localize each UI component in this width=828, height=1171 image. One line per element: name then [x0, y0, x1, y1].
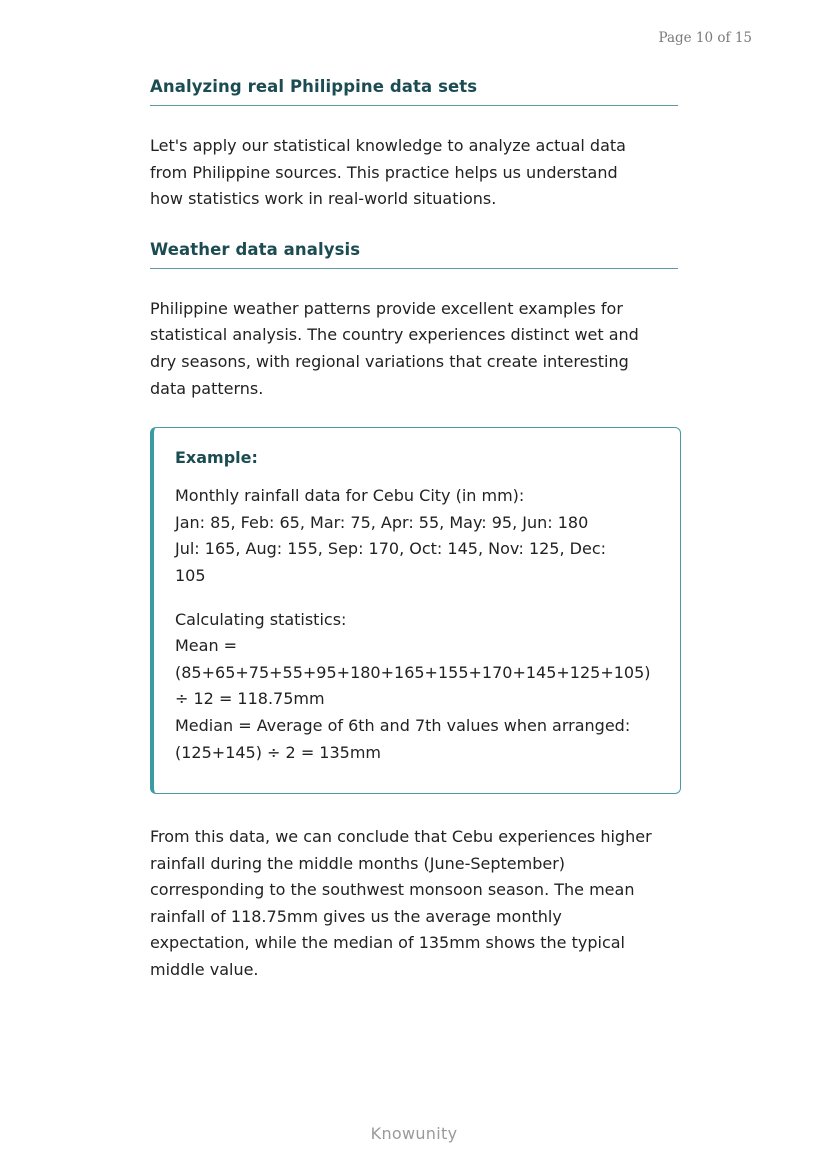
footer-brand: Knowunity	[370, 1124, 458, 1143]
example-box	[150, 427, 681, 794]
conclusion-line: corresponding to the southwest monsoon season. The mean	[150, 880, 635, 900]
intro-line: Let's apply our statistical knowledge to analyze actual data	[150, 136, 626, 155]
conclusion-line: rainfall during the middle months (June-September)	[150, 853, 566, 873]
rainfall-data-line: Monthly rainfall data for Cebu City (in mm):	[175, 486, 525, 506]
rainfall-data-line: Jul: 165, Aug: 155, Sep: 170, Oct: 145, Nov: 125, Dec:	[175, 539, 607, 559]
weather-paragraph	[150, 296, 678, 402]
weather-line: dry seasons, with regional variations that create interesting	[150, 351, 629, 371]
conclusion-paragraph	[150, 824, 678, 984]
calc-line: (85+65+75+55+95+180+165+155+170+145+125+105)	[175, 662, 651, 682]
section-heading-analyzing: Analyzing real Philippine data sets	[150, 77, 678, 106]
weather-line: statistical analysis. The country experiences distinct wet and	[150, 325, 639, 345]
statistics-calculation	[175, 607, 660, 767]
section-heading-weather: Weather data analysis	[150, 240, 678, 269]
conclusion-line: expectation, while the median of 135mm shows the typical	[150, 933, 625, 953]
intro-line: from Philippine sources. This practice helps us understand	[150, 162, 618, 182]
conclusion-line: middle value.	[150, 960, 259, 980]
calc-line: Median = Average of 6th and 7th values when arranged:	[175, 715, 631, 735]
example-title: Example:	[175, 448, 258, 468]
rainfall-data-line: 105	[175, 565, 206, 585]
document-content	[150, 77, 678, 984]
intro-paragraph	[150, 133, 678, 213]
weather-line: Philippine weather patterns provide excellent examples for	[150, 298, 623, 318]
intro-line: how statistics work in real-world situations.	[150, 189, 497, 209]
conclusion-line: From this data, we can conclude that Cebu experiences higher	[150, 827, 652, 847]
calc-line: Calculating statistics:	[175, 609, 347, 629]
page-number: Page 10 of 15	[658, 30, 752, 46]
rainfall-data	[175, 483, 660, 589]
rainfall-data-line: Jan: 85, Feb: 65, Mar: 75, Apr: 55, May: 95, Jun: 180	[175, 512, 589, 532]
calc-line: (125+145) ÷ 2 = 135mm	[175, 742, 382, 762]
calc-line: ÷ 12 = 118.75mm	[175, 689, 325, 709]
calc-line: Mean =	[175, 636, 238, 656]
weather-line: data patterns.	[150, 378, 264, 398]
conclusion-line: rainfall of 118.75mm gives us the average monthly	[150, 906, 562, 926]
